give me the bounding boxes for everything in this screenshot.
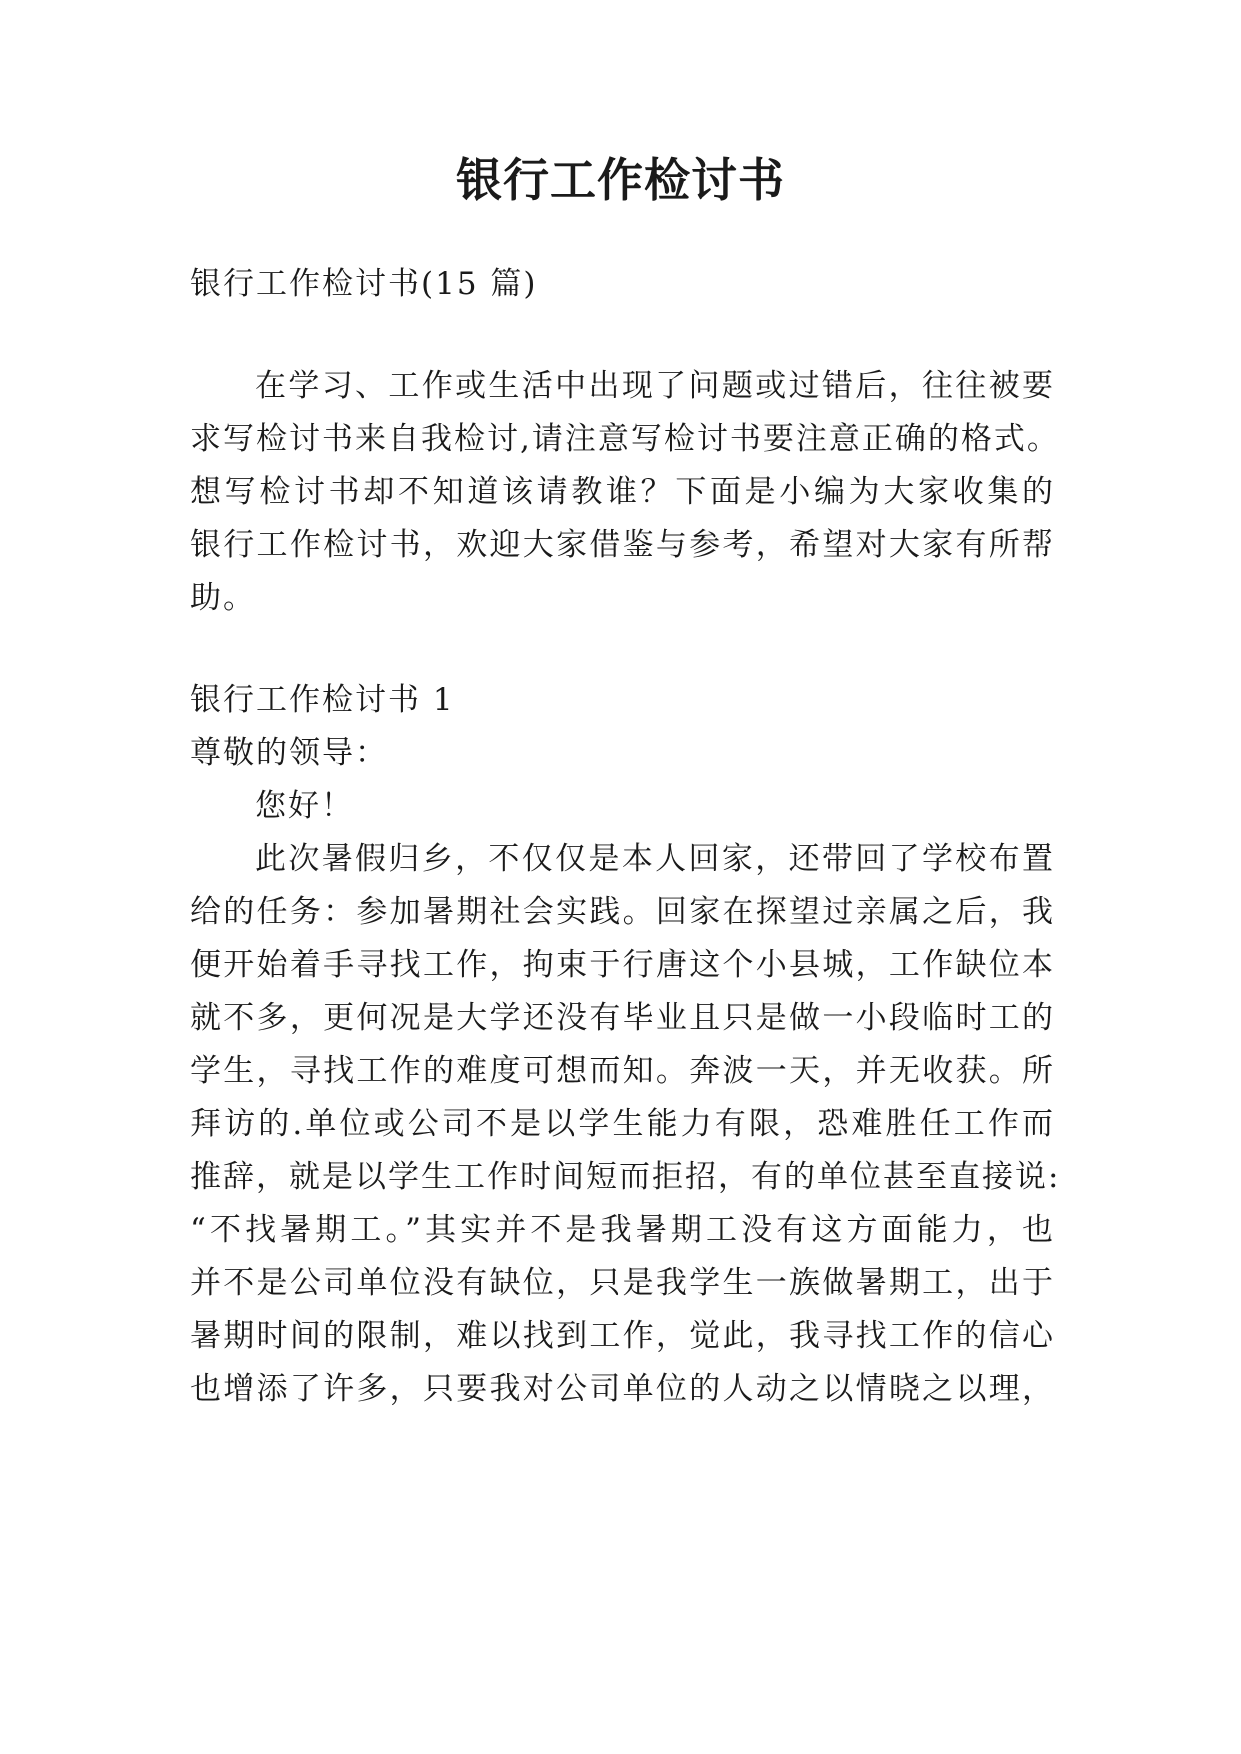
document-title: 银行工作检讨书 — [456, 153, 785, 207]
intro-line: 银行工作检讨书，欢迎大家借鉴与参考，希望对大家有所帮 — [190, 527, 1055, 563]
greeting: 您好！ — [255, 788, 354, 824]
body-line: 就不多，更何况是大学还没有毕业且只是做一小段临时工的 — [190, 1000, 1055, 1036]
intro-line: 助。 — [190, 580, 256, 616]
body-line: 并不是公司单位没有缺位，只是我学生一族做暑期工，出于 — [190, 1265, 1055, 1301]
body-line: 给的任务：参加暑期社会实践。回家在探望过亲属之后，我 — [190, 894, 1055, 930]
body-line: “不找暑期工。”其实并不是我暑期工没有这方面能力，也 — [190, 1212, 1055, 1248]
body-line: 拜访的.单位或公司不是以学生能力有限，恐难胜任工作而 — [190, 1106, 1055, 1142]
document-subtitle: 银行工作检讨书(15 篇) — [190, 266, 538, 302]
body-line: 暑期时间的限制，难以找到工作，觉此，我寻找工作的信心 — [190, 1318, 1055, 1354]
body-line: 此次暑假归乡，不仅仅是本人回家，还带回了学校布置 — [255, 841, 1055, 877]
intro-line: 在学习、工作或生活中出现了问题或过错后，往往被要 — [255, 368, 1055, 404]
body-line: 便开始着手寻找工作，拘束于行唐这个小县城，工作缺位本 — [190, 947, 1055, 983]
intro-line: 想写检讨书却不知道该请教谁？下面是小编为大家收集的 — [190, 474, 1055, 510]
intro-line: 求写检讨书来自我检讨,请注意写检讨书要注意正确的格式。 — [190, 421, 1060, 457]
body-line: 学生，寻找工作的难度可想而知。奔波一天，并无收获。所 — [190, 1053, 1055, 1089]
body-line: 也增添了许多，只要我对公司单位的人动之以情晓之以理， — [190, 1371, 1055, 1407]
section-heading: 银行工作检讨书 1 — [190, 682, 455, 718]
body-line: 推辞，就是以学生工作时间短而拒招，有的单位甚至直接说: — [190, 1159, 1061, 1195]
salutation: 尊敬的领导： — [190, 735, 388, 771]
